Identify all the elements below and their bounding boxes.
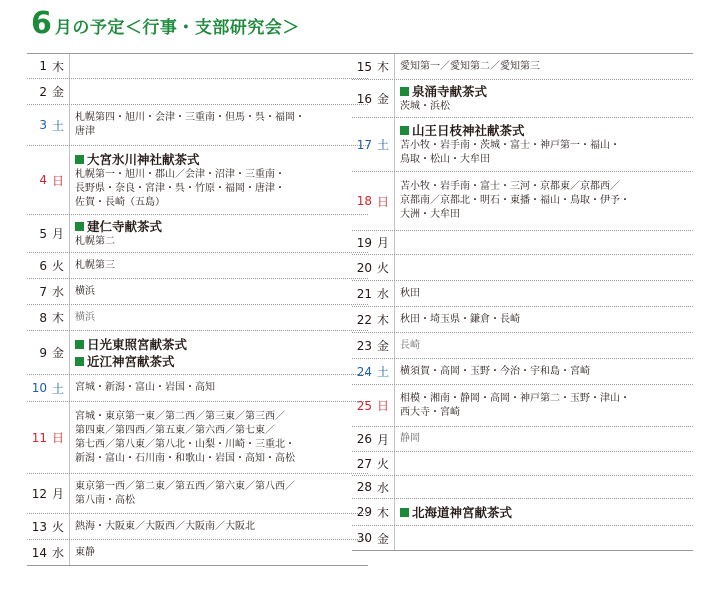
day-number: 8: [39, 310, 47, 325]
schedule-row-14: [27, 540, 368, 565]
row-content: [70, 279, 368, 304]
day-number: 6: [39, 258, 47, 273]
day-number: 17: [356, 137, 372, 152]
event-title: 建仁寺献茶式: [75, 218, 364, 235]
day-number: 22: [356, 312, 372, 327]
event-marker-icon: [400, 126, 409, 135]
day-number: 26: [356, 432, 372, 446]
row-content: [70, 215, 368, 252]
weekday: 日: [51, 173, 64, 188]
branch-line: 札幌第二: [75, 236, 115, 247]
day-number: 18: [356, 194, 372, 208]
row-content: [395, 80, 693, 117]
weekday: 金: [376, 339, 389, 353]
branch-line: 新潟・富山・石川南・和歌山・岩国・高知・高松: [75, 452, 295, 464]
row-content: [70, 540, 368, 565]
branch-line: 京都南／京都北・明石・東播・福山・鳥取・伊予・: [400, 195, 630, 206]
schedule-row-29: [352, 499, 693, 526]
schedule-row-30: [352, 526, 693, 550]
weekday: 土: [376, 365, 389, 379]
event-marker-icon: [75, 155, 84, 164]
schedule-row-24: [352, 359, 693, 385]
row-content: [70, 253, 368, 278]
weekday: 水: [51, 285, 64, 299]
schedule-row-7: [27, 279, 368, 305]
weekday: 日: [376, 194, 389, 209]
day-number: 25: [356, 398, 372, 413]
schedule-row-17: [352, 118, 693, 172]
weekday: 日: [51, 431, 64, 445]
weekday: 火: [51, 520, 64, 534]
weekday: 火: [376, 261, 389, 275]
row-content: [395, 255, 693, 280]
schedule-column-left: [27, 53, 368, 566]
day-number: 2: [39, 84, 47, 99]
schedule-row-11: [27, 402, 368, 474]
weekday: 水: [376, 480, 389, 495]
weekday: 月: [376, 236, 389, 250]
event-marker-icon: [400, 87, 409, 96]
row-content: [70, 331, 368, 374]
row-content: [70, 146, 368, 214]
schedule-row-2: [27, 79, 368, 105]
schedule-row-21: [352, 281, 693, 307]
branch-line: 札幌第一・旭川・郡山／会津・沼津・三重南・: [75, 168, 285, 180]
weekday: 木: [51, 311, 64, 325]
day-number: 23: [356, 338, 372, 353]
row-content: [395, 307, 693, 332]
schedule-column-right: [352, 53, 693, 551]
event-marker-icon: [75, 340, 84, 349]
day-number: 30: [356, 531, 372, 545]
schedule-row-12: [27, 474, 368, 514]
row-content: [395, 54, 693, 79]
branch-line: 宮城・東京第一東／第二西／第三東／第三西／: [75, 410, 285, 422]
day-number: 28: [356, 480, 372, 494]
branch-line: 札幌第三: [75, 259, 115, 271]
branch-line: 佐賀・長崎（五島）: [75, 196, 165, 208]
weekday: 水: [376, 287, 389, 301]
branch-line: 秋田・埼玉県・鎌倉・長崎: [400, 313, 520, 325]
schedule-row-25: [352, 385, 693, 427]
event-title: 泉涌寺献茶式: [400, 83, 689, 100]
branch-line: 唐津: [75, 126, 95, 137]
weekday: 土: [51, 118, 64, 133]
day-number: 4: [39, 173, 47, 187]
weekday: 木: [376, 313, 389, 327]
day-number: 12: [31, 486, 47, 501]
event-title: 大宮氷川神社献茶式: [75, 151, 364, 168]
schedule-row-4: [27, 146, 368, 215]
event-marker-icon: [400, 508, 409, 517]
branch-line: 茨城・浜松: [400, 101, 450, 112]
row-content: [395, 476, 693, 498]
branch-line: 長野県・奈良・宮津・呉・竹原・福岡・唐津・: [75, 182, 285, 194]
schedule-row-3: [27, 105, 368, 146]
schedule-row-8: [27, 305, 368, 331]
day-number: 29: [356, 505, 372, 519]
event-marker-icon: [75, 222, 84, 231]
row-content: [395, 427, 693, 451]
event-marker-icon: [75, 357, 84, 366]
branch-line: 札幌第四・旭川・会津・三重南・但馬・呉・福岡・: [75, 112, 305, 123]
branch-line: 横浜: [75, 311, 95, 323]
schedule-row-1: [27, 54, 368, 79]
schedule-row-13: [27, 514, 368, 540]
page-title: [31, 5, 300, 43]
weekday: 木: [51, 59, 64, 74]
day-number: 21: [356, 286, 372, 301]
row-content: [395, 281, 693, 306]
day-number: 15: [356, 59, 372, 74]
row-content: [70, 79, 368, 104]
row-content: [395, 333, 693, 358]
schedule-row-27: [352, 452, 693, 476]
schedule-row-19: [352, 231, 693, 255]
weekday: 月: [51, 227, 64, 241]
branch-line: 宮城・新潟・富山・岩国・高知: [75, 382, 215, 393]
schedule-row-16: [352, 80, 693, 118]
row-content: [70, 375, 368, 401]
branch-line: 長崎: [400, 339, 420, 351]
branch-line: 横浜: [75, 285, 95, 297]
branch-line: 第八南・高松: [75, 494, 135, 506]
branch-line: 愛知第一／愛知第二／愛知第三: [400, 60, 540, 72]
schedule-row-6: [27, 253, 368, 279]
schedule-row-23: [352, 333, 693, 359]
branch-line: 秋田: [400, 287, 420, 299]
schedule-row-28: [352, 476, 693, 499]
row-content: [70, 514, 368, 539]
day-number: 10: [31, 381, 47, 395]
weekday: 金: [51, 346, 64, 360]
day-number: 11: [31, 430, 47, 445]
event-title: 山王日枝神社献茶式: [400, 122, 689, 139]
row-content: [395, 385, 693, 426]
day-number: 19: [356, 235, 372, 250]
weekday: 木: [376, 505, 389, 520]
day-number: 7: [39, 284, 47, 299]
row-content: [395, 499, 693, 525]
row-content: [395, 452, 693, 475]
title-text: 月の予定＜行事・支部研究会＞: [54, 18, 300, 38]
weekday: 金: [376, 92, 389, 106]
weekday: 土: [51, 381, 64, 396]
branch-line: 熱海・大阪東／大阪西／大阪南／大阪北: [75, 520, 255, 532]
weekday: 水: [51, 546, 64, 560]
weekday: 木: [376, 60, 389, 74]
weekday: 土: [376, 138, 389, 152]
branch-line: 大洲・大牟田: [400, 209, 460, 220]
row-content: [395, 231, 693, 254]
row-content: [70, 402, 368, 473]
branch-line: 静岡: [400, 433, 420, 444]
branch-line: 西大寺・宮崎: [400, 406, 460, 418]
schedule-row-26: [352, 427, 693, 452]
schedule-row-5: [27, 215, 368, 253]
row-content: [395, 359, 693, 384]
row-content: [395, 118, 693, 171]
weekday: 日: [376, 399, 389, 413]
day-number: 24: [356, 364, 372, 379]
row-content: [70, 305, 368, 330]
branch-line: 苫小牧・岩手南・茨城・富士・神戸第一・福山・: [400, 140, 620, 151]
row-content: [395, 172, 693, 230]
branch-line: 相模・湘南・静岡・高岡・神戸第二・玉野・津山・: [400, 392, 630, 404]
day-number: 13: [31, 519, 47, 534]
day-number: 3: [39, 118, 47, 132]
day-number: 1: [39, 59, 47, 73]
title-month-number: 6: [31, 6, 52, 41]
day-number: 5: [39, 226, 47, 241]
row-content: [395, 526, 693, 550]
weekday: 火: [51, 259, 64, 273]
row-content: [70, 105, 368, 145]
schedule-row-9: [27, 331, 368, 375]
branch-line: 第七西／第八東／第八北・山梨・川崎・三重北・: [75, 438, 295, 450]
branch-line: 鳥取・松山・大牟田: [400, 154, 490, 165]
schedule-row-18: [352, 172, 693, 231]
weekday: 月: [51, 487, 64, 501]
branch-line: 横須賀・高岡・玉野・今治・宇和島・宮崎: [400, 365, 590, 377]
schedule-row-10: [27, 375, 368, 402]
weekday: 金: [376, 531, 389, 546]
schedule-row-20: [352, 255, 693, 281]
day-number: 20: [356, 260, 372, 275]
branch-line: 東静: [75, 546, 95, 558]
branch-line: 東京第一西／第二東／第五西／第六東／第八西／: [75, 480, 295, 492]
branch-line: 第四東／第四西／第五東／第六西／第七東／: [75, 424, 275, 436]
row-content: [70, 474, 368, 513]
event-title: 北海道神宮献茶式: [400, 504, 689, 521]
day-number: 16: [356, 91, 372, 106]
day-number: 27: [356, 456, 372, 471]
branch-line: 苫小牧・岩手南・富士・三河・京都東／京都西／: [400, 181, 620, 192]
event-title: 日光東照宮献茶式: [75, 336, 364, 353]
day-number: 9: [39, 345, 47, 360]
row-content: [70, 54, 368, 78]
schedule-row-15: [352, 54, 693, 80]
schedule-row-22: [352, 307, 693, 333]
weekday: 月: [376, 432, 389, 447]
event-title: 近江神宮献茶式: [75, 353, 364, 370]
day-number: 14: [31, 545, 47, 560]
weekday: 火: [376, 457, 389, 471]
weekday: 金: [51, 85, 64, 99]
